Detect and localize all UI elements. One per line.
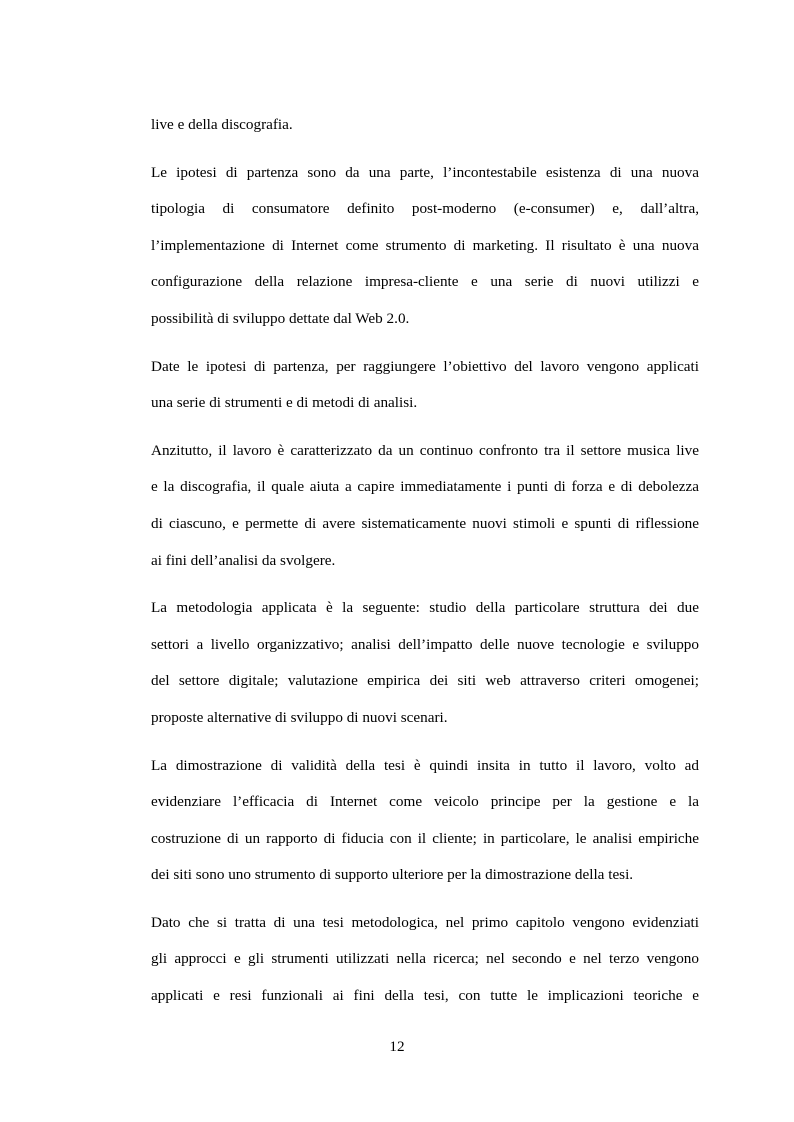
text-line: costruzione di un rapporto di fiducia con il cliente; in particolare, le analisi empiriche [151, 829, 699, 847]
text-line: Anzitutto, il lavoro è caratterizzato da un continuo confronto tra il settore musica live [151, 441, 699, 459]
paragraph [151, 748, 699, 894]
text-line: settori a livello organizzativo; analisi dell’impatto delle nuove tecnologie e sviluppo [151, 635, 699, 653]
text-line: Date le ipotesi di partenza, per raggiungere l’obiettivo del lavoro vengono applicati [151, 357, 699, 375]
page-number: 12 [389, 1038, 405, 1055]
paragraph-gap [151, 579, 699, 590]
text-line: Le ipotesi di partenza sono da una parte, l’incontestabile esistenza di una nuova [151, 163, 699, 181]
text-line: una serie di strumenti e di metodi di analisi. [151, 394, 418, 412]
text-line: La dimostrazione di validità della tesi è quindi insita in tutto il lavoro, volto ad [151, 756, 699, 774]
text-line: dei siti sono uno strumento di supporto ulteriore per la dimostrazione della tesi. [151, 866, 634, 884]
paragraph [151, 155, 699, 338]
paragraph-gap [151, 144, 699, 155]
paragraph [151, 590, 699, 736]
paragraph [151, 433, 699, 579]
paragraph [151, 349, 699, 422]
text-line: di ciascuno, e permette di avere sistematicamente nuovi stimoli e spunti di riflessione [151, 514, 699, 532]
text-line: gli approcci e gli strumenti utilizzati nella ricerca; nel secondo e nel terzo vengono [151, 950, 699, 968]
text-line: ai fini dell’analisi da svolgere. [151, 551, 336, 569]
text-line: La metodologia applicata è la seguente: studio della particolare struttura dei due [151, 599, 699, 617]
text-line: applicati e resi funzionali ai fini della tesi, con tutte le implicazioni teoriche e [151, 987, 699, 1005]
text-line: possibilità di sviluppo dettate dal Web 2.0. [151, 309, 410, 327]
paragraph [151, 905, 699, 1015]
paragraph [151, 107, 699, 144]
paragraph-gap [151, 422, 699, 433]
text-line: Dato che si tratta di una tesi metodologica, nel primo capitolo vengono evidenziati [151, 913, 699, 931]
text-line: del settore digitale; valutazione empirica dei siti web attraverso criteri omogenei; [151, 672, 699, 690]
paragraph-gap [151, 894, 699, 905]
text-line: live e della discografia. [151, 116, 293, 133]
text-line: evidenziare l’efficacia di Internet come veicolo principe per la gestione e la [151, 793, 699, 811]
paragraph-gap [151, 338, 699, 349]
page-body [151, 107, 699, 1015]
text-line: l’implementazione di Internet come strumento di marketing. Il risultato è una nuova [151, 236, 699, 254]
text-line: configurazione della relazione impresa-cliente e una serie di nuovi utilizzi e [151, 273, 699, 291]
text-line: tipologia di consumatore definito post-moderno (e-consumer) e, dall’altra, [151, 200, 699, 218]
text-line: e la discografia, il quale aiuta a capire immediatamente i punti di forza e di debolezza [151, 478, 699, 496]
text-line: proposte alternative di sviluppo di nuovi scenari. [151, 708, 448, 726]
paragraph-gap [151, 737, 699, 748]
